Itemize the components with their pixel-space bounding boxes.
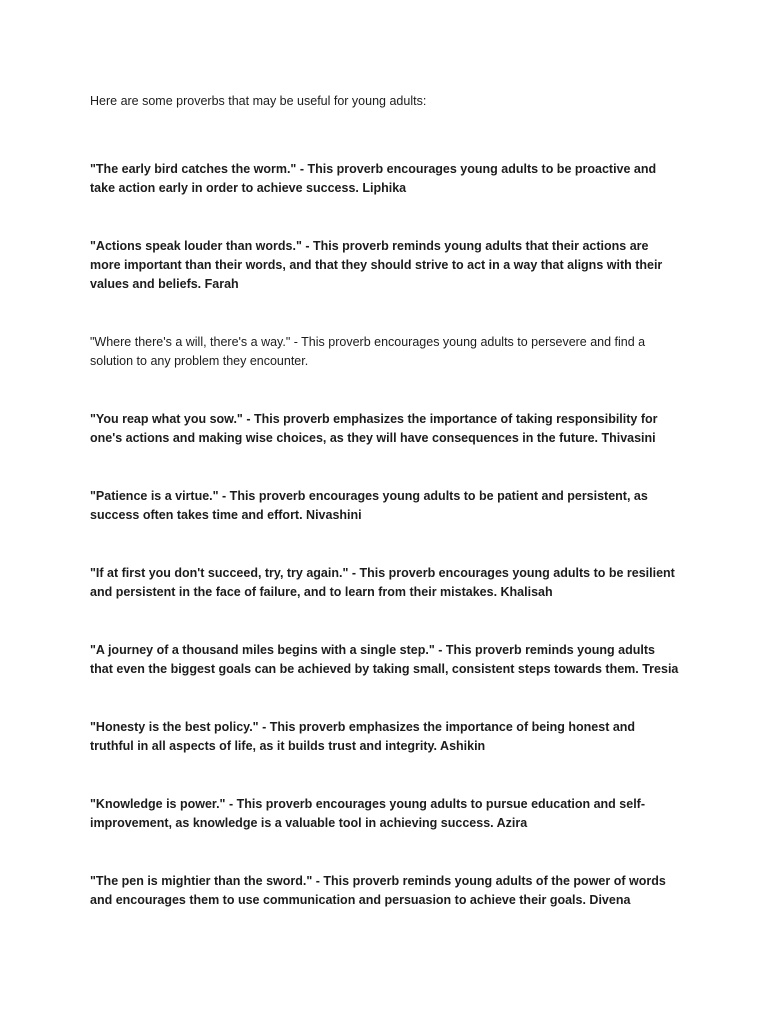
proverb-paragraph-8: "Honesty is the best policy." - This proverb emphasizes the importance of being honest and truthful in all aspects of life, as it builds trust and integrity. Ashikin <box>90 720 636 753</box>
proverb-paragraph-6: "If at first you don't succeed, try, try again." - This proverb encourages young adults to be resilient and persistent in the face of failure, and to learn from their mistakes. Khalisah <box>90 566 675 599</box>
proverb-paragraph-2: "Actions speak louder than words." - This proverb reminds young adults that their actions are more important than their words, and that they should strive to act in a way that aligns with their values and beliefs. Farah <box>90 239 663 291</box>
proverb-paragraph-7: "A journey of a thousand miles begins with a single step." - This proverb reminds young adults that even the biggest goals can be achieved by taking small, consistent steps towards them. Tresia <box>90 643 679 676</box>
proverb-paragraph-1: "The early bird catches the worm." - This proverb encourages young adults to be proactive and take action early in order to achieve success. Liphika <box>90 162 657 195</box>
document-page <box>90 92 680 949</box>
proverb-paragraph-5: "Patience is a virtue." - This proverb encourages young adults to be patient and persistent, as success often takes time and effort. Nivashini <box>90 489 648 522</box>
intro-text: Here are some proverbs that may be useful for young adults: <box>90 94 427 108</box>
proverb-paragraph-9: "Knowledge is power." - This proverb encourages young adults to pursue education and self-improvement, as knowledge is a valuable tool in achieving success. Azira <box>90 797 645 830</box>
proverb-paragraph-4: "You reap what you sow." - This proverb emphasizes the importance of taking responsibility for one's actions and making wise choices, as they will have consequences in the future. Thivasini <box>90 412 658 445</box>
proverb-paragraph-3: "Where there's a will, there's a way." - This proverb encourages young adults to persevere and find a solution to any problem they encounter. <box>90 335 646 368</box>
proverb-paragraph-10: "The pen is mightier than the sword." - This proverb reminds young adults of the power of words and encourages them to use communication and persuasion to achieve their goals. Divena <box>90 874 666 907</box>
